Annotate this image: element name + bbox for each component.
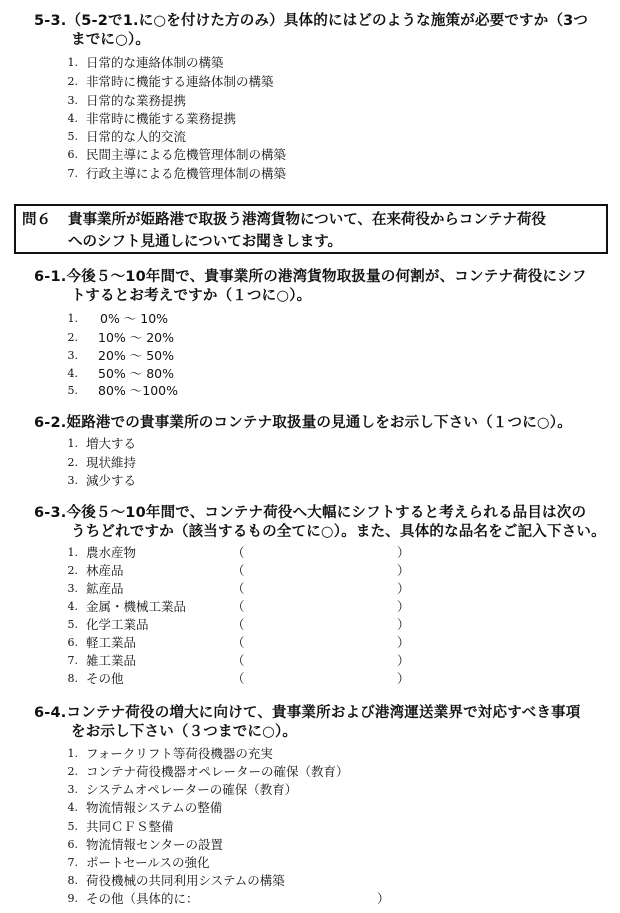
section-6-header-box — [14, 204, 608, 254]
question-6-2-line1: 6-2.姫路港での貴事業所のコンテナ取扱量の見通しをお示し下さい（１つに○）。 — [34, 415, 572, 431]
question-5-3-line1: 5-3.（5-2で1.に○を付けた方のみ）具体的にはどのような施策が必要ですか（3つ — [34, 13, 589, 29]
question-6-1 — [34, 268, 609, 306]
paren-close: ） — [397, 563, 410, 578]
paren-open: （ — [232, 599, 245, 614]
paren-close: ） — [397, 617, 410, 632]
paren-close: ） — [397, 599, 410, 614]
paren-open: （ — [232, 671, 245, 686]
question-6-3-line2: うちどれですか（該当するもの全てに○）。また、具体的な品名をご記入下さい。 — [71, 524, 606, 540]
question-5-3 — [34, 12, 609, 50]
question-6-1-line2: トするとお考えですか（１つに○）。 — [71, 288, 312, 304]
paren-close: ） — [397, 653, 410, 668]
question-6-4 — [34, 704, 609, 742]
paren-close: ） — [397, 581, 410, 596]
paren-close: ） — [397, 545, 410, 560]
question-6-3 — [34, 504, 609, 542]
question-6-4-line2: をお示し下さい（３つまでに○）。 — [71, 724, 298, 740]
paren-open: （ — [232, 635, 245, 650]
question-6-1-line1: 6-1.今後５～10年間で、貴事業所の港湾貨物取扱量の何割が、コンテナ荷役にシフ — [34, 269, 587, 285]
paren-open: （ — [232, 545, 245, 560]
paren-open: （ — [232, 581, 245, 596]
section-6-line1: 貴事業所が姫路港で取扱う港湾貨物について、在来荷役からコンテナ荷役 — [68, 212, 546, 228]
paren-open: （ — [232, 563, 245, 578]
section-6-line2: へのシフト見通しについてお聞きします。 — [68, 234, 343, 250]
paren-close: ） — [397, 635, 410, 650]
question-5-3-line2: までに○）。 — [71, 32, 151, 48]
paren-open: （ — [232, 617, 245, 632]
section-6-tag: 問６ — [22, 212, 51, 228]
paren-open: （ — [232, 653, 245, 668]
question-6-3-line1: 6-3.今後５～10年間で、コンテナ荷役へ大幅にシフトすると考えられる品目は次の — [34, 505, 587, 521]
question-6-2 — [34, 414, 609, 433]
other-paren-close: ） — [377, 891, 390, 906]
question-6-4-line1: 6-4.コンテナ荷役の増大に向けて、貴事業所および港湾運送業界で対応すべき事項 — [34, 705, 581, 721]
paren-close: ） — [397, 671, 410, 686]
